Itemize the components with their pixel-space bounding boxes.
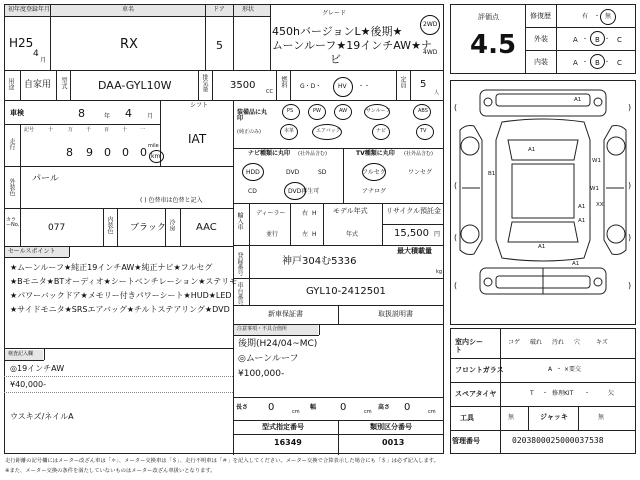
usage-label: 用途 — [7, 78, 14, 90]
recycle-unit: 円 — [434, 231, 441, 238]
navi-title: ナビ種類に丸印 — [248, 150, 291, 157]
shift-label: シフト — [190, 102, 209, 109]
capacity-unit: 人 — [434, 90, 440, 96]
mileage-digit: 8 — [66, 146, 73, 159]
grade-line-1: 450hバージョンL★後期★ — [272, 25, 403, 38]
first-reg-month-unit: 月 — [40, 57, 47, 64]
length-unit: cm — [292, 409, 300, 415]
height-value: 0 — [404, 402, 411, 413]
displacement-unit: CC — [266, 89, 273, 95]
windshield-item: ×要交 — [564, 366, 582, 373]
navi-item: SD — [318, 169, 327, 176]
spare-tire-label: スペアタイヤ — [455, 390, 497, 398]
grade-option: C — [617, 36, 622, 44]
note-line: ◎ムーンルーフ — [238, 354, 299, 364]
first-reg-label: 初年度登録年月 — [8, 6, 51, 13]
chassis-label: 車台番号 — [236, 282, 243, 306]
interior-sheet-item: 穴 — [574, 339, 581, 346]
shape-label: 形状 — [242, 6, 255, 13]
color-no-value: 077 — [48, 223, 66, 233]
width-unit: cm — [364, 409, 372, 415]
import-right: 右 — [302, 210, 309, 217]
ac-value: AAC — [196, 222, 217, 233]
drive-4wd: 4WD — [423, 49, 438, 56]
mileage-digit: 0 — [122, 146, 129, 159]
width-label: 幅 — [310, 404, 317, 411]
mileage-digit-label: 千 — [86, 127, 92, 133]
equipment-item: エアバック — [316, 128, 341, 134]
spare-item: 欠 — [608, 390, 615, 397]
usage-value: 自家用 — [24, 80, 52, 90]
color-no-label: カラーNo. — [6, 217, 20, 228]
exterior-label: 外装色 — [8, 178, 15, 196]
tools-label: 工具 — [460, 414, 474, 422]
import-dealer: ディーラー — [256, 210, 286, 217]
inspection-month-unit: 月 — [147, 113, 154, 120]
repair-label: 修復歴 — [530, 12, 551, 20]
max-load-label: 最大積載量 — [397, 247, 432, 255]
sales-point-line: ★サイドモニタ★SRSエアバッグ★チルトステアリング★DVD — [10, 305, 230, 314]
import-label: 輸入車 — [236, 212, 243, 230]
repair-no: 無 — [605, 13, 612, 20]
inspection-year-unit: 年 — [104, 113, 111, 120]
diagram-bracket: ( — [454, 281, 458, 290]
damage-mark: A1 — [528, 147, 536, 153]
grade-separator: ・ — [604, 59, 611, 66]
import-parallel: 並行 — [266, 231, 279, 238]
mileage-unit-km: km — [151, 153, 161, 160]
import-handle-l: H — [312, 231, 317, 238]
mileage-digit-label: 十 — [122, 127, 128, 133]
new-car-warranty-label: 新車保証書 — [268, 310, 303, 318]
mgmt-no-label: 管理番号 — [452, 437, 480, 445]
windshield-item: A — [548, 366, 553, 373]
damage-mark: W1 — [590, 186, 599, 192]
jack-value: 無 — [598, 414, 605, 421]
spare-item: T — [530, 390, 534, 397]
sales-point-line: ★ムーンルーフ★純正19インチAW★純正ナビ★フルセグ — [10, 263, 213, 272]
model-value: DAA-GYL10W — [98, 79, 172, 92]
damage-mark: A1 — [578, 204, 586, 210]
mgmt-no-value: 0203800025000037538 — [512, 436, 604, 445]
mileage-digit-label: 十 — [48, 127, 54, 133]
grade-option: A — [573, 59, 578, 67]
footer-note-2: ※また、メーター交換の条件を満たしていないものはメーター改ざん車扱いとなります。 — [5, 468, 216, 474]
interior-sheet-item: 破れ — [530, 339, 543, 346]
shift-value: IAT — [188, 132, 207, 146]
model-year-unit: 年式 — [346, 231, 359, 238]
navi-item: DVD再生可 — [288, 188, 320, 195]
diagram-bracket: ) — [628, 233, 632, 242]
footer-note-1: 走行距離の記号欄にはメーター改ざん車は「＊」、メーター交換車は「＄」、走行不明車は「＃」を記入してください。メーター交換で合算表示した場合にも「＄」は必ず記入します。 — [5, 458, 439, 464]
doors-label: ドア — [213, 6, 225, 13]
model-year-label: モデル年式 — [333, 207, 368, 215]
item-separator: ・ — [556, 366, 563, 373]
mileage-label: 走行 — [8, 138, 15, 150]
equipment-item: AW — [339, 108, 348, 114]
grade-separator: ・ — [604, 36, 611, 43]
navi-item: CD — [248, 188, 257, 195]
grade-option: A — [573, 36, 578, 44]
mileage-unit-mile: mile — [148, 143, 159, 149]
equipment-item: PS — [287, 108, 294, 114]
length-label: 長さ — [236, 404, 249, 411]
equipment-item: サンルーフ — [366, 108, 391, 114]
car-name: RX — [120, 37, 138, 52]
interior-label: 内装色 — [106, 216, 113, 234]
recycle-label: リサイクル預託金 — [386, 207, 442, 215]
repair-dot: ・ — [594, 13, 601, 20]
type-no-label: 型式指定番号 — [262, 423, 304, 431]
import-left: 左 — [302, 231, 309, 238]
interior-sheet-item: キズ — [596, 339, 608, 346]
inspector-label: 検査記入欄 — [8, 351, 34, 357]
grade-separator: ・ — [582, 36, 589, 43]
tv-item: フルセグ — [362, 169, 386, 176]
equipment-item: ナビ — [376, 128, 387, 134]
inspector-line: ◎19インチAW — [10, 364, 65, 373]
spare-item: 修理KIT — [552, 390, 574, 397]
inspection-month: 4 — [125, 107, 132, 120]
mileage-digit: 0 — [104, 146, 111, 159]
equipment-item: ABS — [418, 108, 428, 114]
diagram-bracket: ( — [454, 233, 458, 242]
equipment-subtitle: (純正のみ) — [237, 129, 261, 135]
damage-mark: A1 — [572, 261, 580, 267]
drive-2wd: 2WD — [423, 21, 438, 28]
car-diagram — [450, 80, 636, 325]
inspection-label: 車検 — [10, 109, 24, 117]
damage-mark: A1 — [538, 244, 546, 250]
damage-mark: W1 — [592, 158, 601, 164]
diagram-bracket: ) — [628, 281, 632, 290]
fuel-hv: HV — [338, 83, 347, 90]
recycle-value: 15,500 — [394, 228, 429, 239]
class-no-label: 類別区分番号 — [370, 423, 412, 431]
damage-mark: XX — [596, 202, 604, 208]
interior-sheet-label: 室内シート — [455, 338, 483, 355]
capacity-value: 5 — [420, 79, 427, 90]
chassis-value: GYL10-2412501 — [306, 286, 386, 297]
fuel-rest: ・・ — [358, 83, 371, 90]
inspector-line: ウスキズ/ネイルA — [10, 412, 74, 421]
sales-point-line: ★パワーバックドア★メモリー付きパワーシート★HUD★LED — [10, 291, 232, 300]
grade-option: B — [595, 36, 600, 44]
fuel-label: 燃料 — [280, 76, 287, 88]
mileage-digit: 0 — [140, 146, 147, 159]
height-label: 高さ — [378, 404, 391, 411]
reg-no-value: 神戸304む5336 — [282, 256, 357, 267]
width-value: 0 — [340, 402, 347, 413]
displacement-label: 排気量 — [201, 74, 208, 92]
grade-separator: ・ — [582, 59, 589, 66]
interior-sheet-item: 汚れ — [552, 339, 565, 346]
ac-label: 冷房 — [168, 219, 175, 231]
reg-no-label: 登録番号 — [236, 252, 243, 276]
note-line: ¥100,000- — [238, 369, 285, 379]
equipment-item: 本革 — [284, 128, 295, 134]
displacement-value: 3500 — [230, 80, 256, 91]
mileage-digit-label: 万 — [68, 127, 74, 133]
tv-title: TV種類に丸印 — [356, 150, 395, 157]
exterior-value: パール — [32, 174, 59, 184]
damage-mark: B1 — [488, 171, 496, 177]
windshield-label: フロントガラス — [455, 366, 504, 374]
grade-option: B — [595, 59, 600, 67]
interior-value: ブラック — [130, 223, 166, 233]
mileage-digit-label: 百 — [104, 127, 110, 133]
fuel-options: G・D・ — [300, 83, 322, 90]
car-name-label: 車名 — [122, 6, 135, 13]
navi-item: DVD — [286, 169, 300, 176]
tv-item: ワンセグ — [408, 169, 433, 176]
mileage-digit: 9 — [86, 146, 93, 159]
grade-line-3: ビ — [330, 53, 341, 66]
grade-line-2: ムーンルーフ★19インチAW★ナ — [272, 39, 432, 52]
damage-mark: A1 — [574, 97, 582, 103]
grade-label: グレード — [322, 10, 347, 17]
tv-subtitle: (社外品含む) — [404, 151, 433, 157]
grade-option: C — [617, 59, 622, 67]
class-no-value: 0013 — [382, 438, 405, 447]
diagram-bracket: ) — [628, 103, 632, 112]
item-separator: ・ — [542, 390, 549, 397]
interior-sheet-item: コゲ — [508, 339, 521, 346]
mileage-digit-label: 一 — [140, 127, 146, 133]
equipment-item: TV — [420, 128, 427, 134]
exterior-note: ( ) 色替車は色替と記入 — [140, 197, 203, 204]
score-label: 評価点 — [478, 13, 499, 21]
max-load-unit: kg — [436, 269, 443, 275]
import-handle-r: H — [312, 210, 317, 217]
tv-item: アナログ — [362, 188, 387, 195]
equipment-title: 装備品に丸印 — [237, 109, 268, 122]
repair-yes: 有 — [582, 13, 589, 20]
inspector-line: ¥40,000- — [10, 380, 46, 389]
doors-value: 5 — [216, 39, 223, 52]
equipment-item: PW — [313, 108, 321, 114]
sales-point-line: ★Bモニタ★BTオーディオ★シートベンチレーション★ステリモ — [10, 277, 238, 286]
exterior-grade-label: 外装 — [534, 35, 548, 43]
diagram-bracket: ( — [454, 181, 458, 190]
navi-item: HDD — [246, 169, 260, 176]
height-unit: cm — [428, 409, 436, 415]
notes-label: 注意事項・不具合箇所 — [237, 326, 288, 332]
first-reg-month: 4 — [33, 49, 39, 59]
score-value: 4.5 — [470, 30, 517, 60]
note-line: 後期(H24/04~MC) — [238, 339, 318, 349]
length-value: 0 — [268, 402, 275, 413]
manual-label: 取扱説明書 — [378, 310, 413, 318]
first-reg-year: H25 — [9, 36, 34, 50]
diagram-bracket: ( — [454, 103, 458, 112]
navi-subtitle: (社外品含む) — [298, 151, 327, 157]
tools-value: 無 — [508, 414, 515, 421]
model-label: 型式 — [60, 77, 67, 89]
jack-label: ジャッキ — [540, 413, 568, 421]
capacity-label: 定員 — [399, 76, 406, 88]
inspection-year: 8 — [78, 107, 85, 120]
sales-points-label: セールスポイント — [8, 248, 56, 255]
interior-grade-label: 内装 — [534, 58, 548, 66]
item-separator: ・ — [584, 390, 591, 397]
diagram-bracket: ) — [628, 181, 632, 190]
mileage-digit-label: 記号 — [24, 127, 35, 133]
type-no-value: 16349 — [274, 438, 302, 447]
damage-mark: A1 — [578, 218, 586, 224]
